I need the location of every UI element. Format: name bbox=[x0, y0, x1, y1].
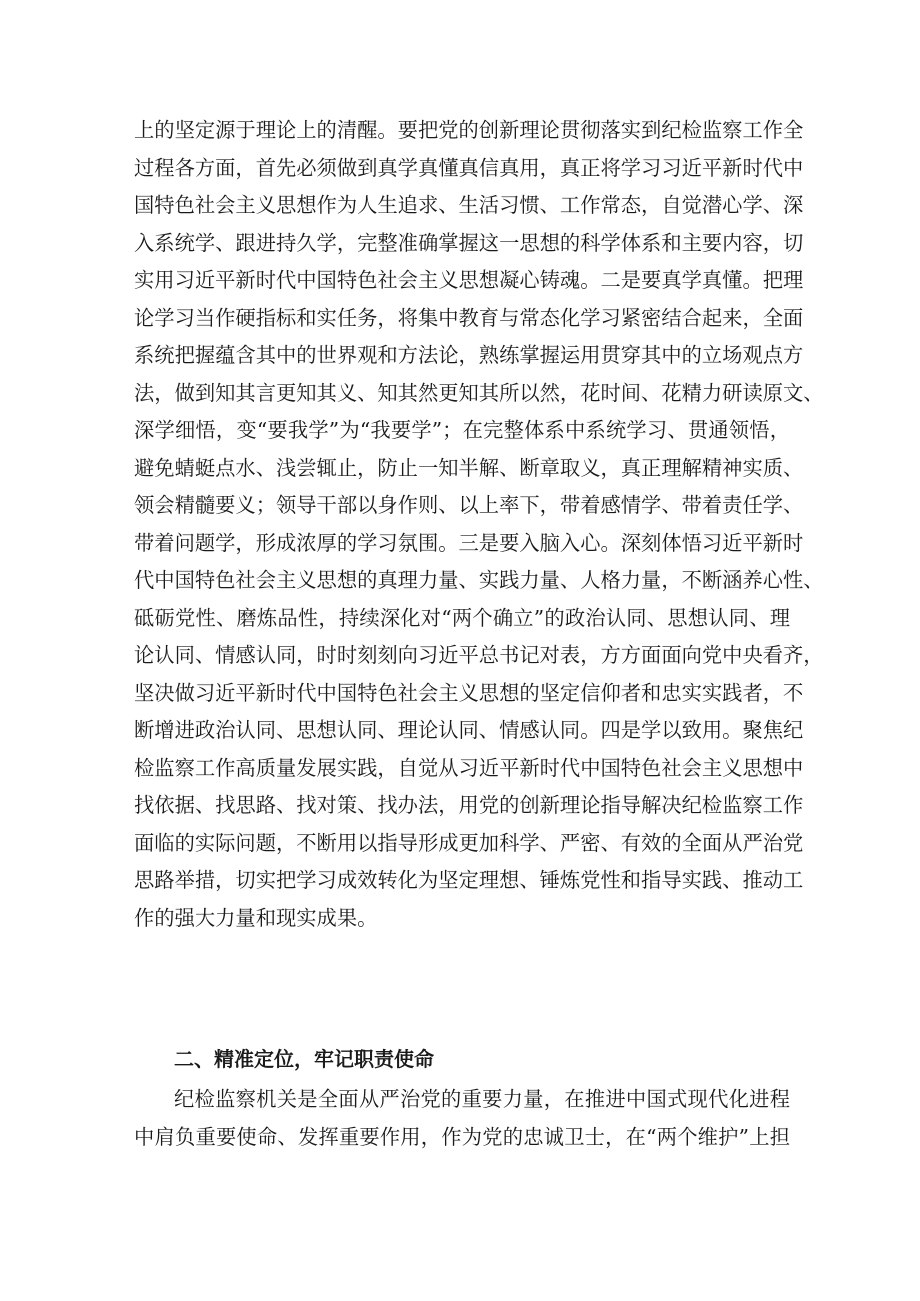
body-paragraph-1 bbox=[134, 112, 824, 937]
paragraph-line: 国特色社会主义思想作为人生追求、生活习惯、工作常态，自觉潜心学、深 bbox=[134, 193, 804, 217]
paragraph-line: 过程各方面，首先必须做到真学真懂真信真用，真正将学习习近平新时代中 bbox=[134, 155, 804, 180]
paragraph-line: 避免蜻蜓点水、浅尝辄止，防止一知半解、断章取义，真正理解精神实质、 bbox=[134, 455, 804, 480]
paragraph-line: 检监察工作高质量发展实践，自觉从习近平新时代中国特色社会主义思想中 bbox=[134, 755, 804, 780]
paragraph-line: 论认同、情感认同，时时刻刻向习近平总书记对表，方方面面向党中央看齐， bbox=[134, 643, 824, 667]
section-heading: 二、精准定位，牢记职责使命 bbox=[174, 1047, 434, 1071]
paragraph-line: 上的坚定源于理论上的清醒。要把党的创新理论贯彻落实到纪检监察工作全 bbox=[134, 118, 804, 142]
body-paragraph-2 bbox=[134, 1081, 790, 1156]
paragraph-line: 面临的实际问题，不断用以指导形成更加科学、严密、有效的全面从严治党 bbox=[134, 830, 804, 855]
paragraph-line: 坚决做习近平新时代中国特色社会主义思想的坚定信仰者和忠实实践者，不 bbox=[134, 680, 804, 705]
paragraph-line: 带着问题学，形成浓厚的学习氛围。三是要入脑入心。深刻体悟习近平新时 bbox=[134, 530, 804, 555]
paragraph-line: 入系统学、跟进持久学，完整准确掌握这一思想的科学体系和主要内容，切 bbox=[134, 230, 804, 255]
paragraph-line: 系统把握蕴含其中的世界观和方法论，熟练掌握运用贯穿其中的立场观点方 bbox=[134, 343, 804, 367]
paragraph-line: 作的强大力量和现实成果。 bbox=[134, 905, 378, 930]
paragraph-line: 砥砺党性、磨炼品性，持续深化对“两个确立”的政治认同、思想认同、理 bbox=[134, 605, 790, 630]
paragraph-line: 断增进政治认同、思想认同、理论认同、情感认同。四是学以致用。聚焦纪 bbox=[134, 718, 804, 742]
paragraph-line: 思路举措，切实把学习成效转化为坚定理想、锤炼党性和指导实践、推动工 bbox=[134, 868, 804, 892]
paragraph-line: 论学习当作硬指标和实任务，将集中教育与常态化学习紧密结合起来，全面 bbox=[134, 305, 804, 330]
paragraph-line: 领会精髓要义；领导干部以身作则、以上率下，带着感情学、带着责任学、 bbox=[134, 493, 804, 517]
paragraph-line: 法，做到知其言更知其义、知其然更知其所以然，花时间、花精力研读原文、 bbox=[134, 380, 824, 405]
paragraph-line: 代中国特色社会主义思想的真理力量、实践力量、人格力量，不断涵养心性、 bbox=[134, 568, 824, 592]
paragraph-line: 中肩负重要使命、发挥重要作用，作为党的忠诚卫士，在“两个维护”上担 bbox=[134, 1124, 790, 1149]
paragraph-line: 深学细悟，变“要我学”为“我要学”；在完整体系中系统学习、贯通领悟， bbox=[134, 418, 790, 442]
paragraph-line: 纪检监察机关是全面从严治党的重要力量，在推进中国式现代化进程 bbox=[174, 1087, 790, 1111]
paragraph-line: 实用习近平新时代中国特色社会主义思想凝心铸魂。二是要真学真懂。把理 bbox=[134, 268, 804, 292]
paragraph-line: 找依据、找思路、找对策、找办法，用党的创新理论指导解决纪检监察工作 bbox=[134, 793, 804, 817]
